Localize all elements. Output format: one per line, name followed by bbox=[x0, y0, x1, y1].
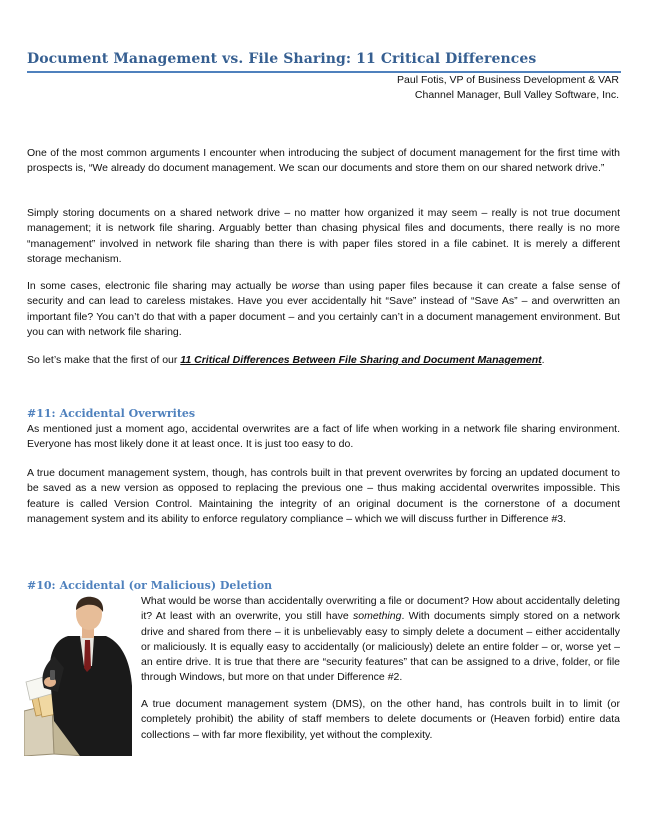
section-10-paragraph-1-text-b: . With documents simply stored on a network drive and shared from there – it is unbelievably easy to simply delete a document – either accidentally or maliciously. It is equally easy to accidentally (or maliciously) delete an entire folder – or, worse yet – an entire drive. It is true that there are “security features” that can be assigned to a drive, folder, or file through Windows, but more on that under Difference #2. bbox=[141, 610, 621, 684]
section-11-paragraph-2: A true document management system, though, has controls built in that prevent overwrites by forcing an updated document to be saved as a new version as opposed to replacing the previous one – thus making accidental overwrites impossible. This feature is called Version Control. Maintaining the integrity of an original document is the cornerstone of a document management system and its ability to enforce regulatory compliance – which we will discuss further in Difference #3. bbox=[27, 467, 620, 525]
section-10-number: #10: bbox=[27, 579, 56, 592]
section-10-emphasis-something: something bbox=[353, 610, 402, 623]
author-line-1: Paul Fotis, VP of Business Development & VAR bbox=[397, 74, 619, 86]
intro-paragraph-2: Simply storing documents on a shared network drive – no matter how organized it may seem – really is not true document management; it is network file sharing. Arguably better than chasing physical files and documents, there really is no more “management” involved in network file sharing than there is with paper files stored in a file cabinet. It is merely a different storage mechanism. bbox=[27, 207, 620, 265]
intro-paragraph-1: One of the most common arguments I encounter when introducing the subject of document management for the first time with prospects is, “We already do document management. We scan our documents and store them on our shared network drive.” bbox=[27, 147, 620, 175]
author-block bbox=[219, 73, 619, 103]
section-10-paragraph-1 bbox=[141, 594, 620, 686]
section-10-heading bbox=[27, 579, 272, 592]
critical-differences-link[interactable]: 11 Critical Differences Between File Sharing and Document Management bbox=[180, 354, 542, 366]
intro-paragraph-4-text-a: So let’s make that the first of our bbox=[27, 354, 181, 366]
section-10-paragraph-2: A true document management system (DMS), on the other hand, has controls built in to limit (or completely prohibit) the ability of staff members to delete documents or (Heaven forbid) entire data collections – with far more flexibility, yet without the complexity. bbox=[141, 698, 620, 741]
section-11-number: #11: bbox=[27, 407, 56, 420]
intro-paragraph-4 bbox=[27, 353, 620, 368]
section-10-paragraph-1-text-a: What would be worse than accidentally overwriting a file or document? How about accidentally deleting it? At least with an overwrite, you still have bbox=[141, 595, 620, 623]
man-with-files-photo bbox=[24, 596, 136, 756]
section-11-paragraph-1: As mentioned just a moment ago, accidental overwrites are a fact of life when working in a network file sharing environment. Everyone has most likely done it at least once. It is just too easy to do. bbox=[27, 423, 620, 451]
intro-emphasis-worse: worse bbox=[291, 280, 320, 292]
section-10-title: Accidental (or Malicious) Deletion bbox=[59, 579, 273, 592]
intro-paragraph-3-text-b: than using paper files because it can create a false sense of security and can lead to careless mistakes. Have you ever accidentally hit “Save” instead of “Save As” – and overwritten an important file? You can’t do that with a paper document – and you certainly can’t in a document management environment. But you can with network file sharing. bbox=[27, 280, 620, 338]
section-11-heading bbox=[27, 407, 195, 420]
intro-paragraph-3-text-a: In some cases, electronic file sharing may actually be bbox=[27, 280, 292, 292]
author-line-2: Channel Manager, Bull Valley Software, Inc. bbox=[414, 89, 619, 101]
document-title: Document Management vs. File Sharing: 11 Critical Differences bbox=[27, 51, 537, 67]
intro-paragraph-3 bbox=[27, 279, 620, 340]
section-11-title: Accidental Overwrites bbox=[59, 407, 196, 420]
intro-paragraph-4-text-b: . bbox=[541, 354, 545, 366]
